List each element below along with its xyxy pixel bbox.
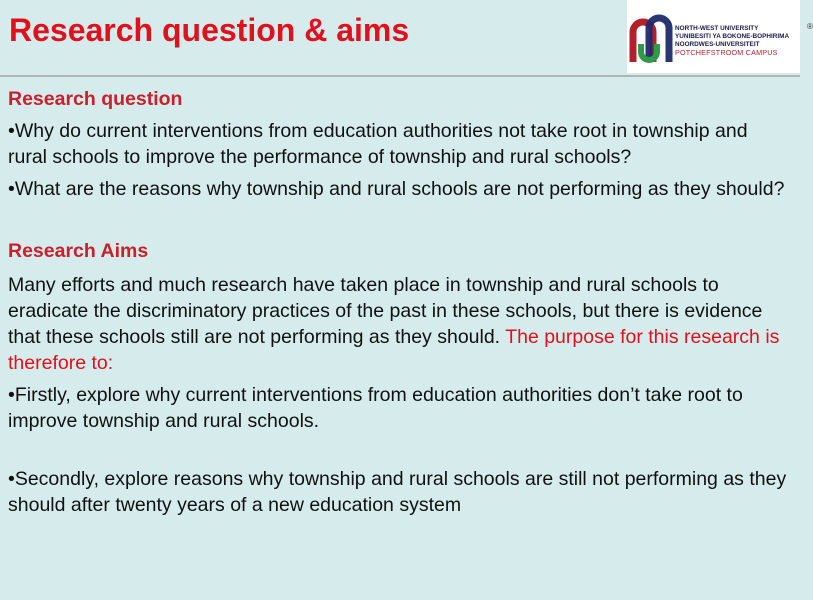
slide-header bbox=[0, 0, 813, 76]
registered-mark: ® bbox=[807, 22, 813, 31]
logo-line-3: NOORDWES-UNIVERSITEIT bbox=[675, 41, 760, 48]
aims-intro: Many efforts and much research have taken place in township and rural schools to eradicate the discriminatory practices of the past in these schools, but there is evidence that these schools still are not performing as they should. bbox=[8, 274, 763, 348]
aims-bullet-2: •Secondly, explore reasons why township and rural schools are still not performing as they should after twenty years of a new education system bbox=[8, 468, 787, 516]
question-bullet-2: •What are the reasons why township and rural schools are not performing as they should? bbox=[8, 178, 785, 200]
slide-body bbox=[8, 86, 788, 518]
aims-purpose: The purpose for this research is therefore to: bbox=[8, 326, 780, 374]
research-question-heading: Research question bbox=[8, 88, 183, 110]
logo-campus: POTCHEFSTROOM CAMPUS bbox=[675, 48, 778, 57]
aims-paragraph bbox=[8, 272, 788, 376]
aims-bullet-1: •Firstly, explore why current interventions from education authorities don’t take root to improve township and rural schools. bbox=[8, 384, 743, 432]
nwu-logo-icon bbox=[629, 14, 673, 64]
logo-line-2: YUNIBESITI YA BOKONE-BOPHIRIMA bbox=[675, 33, 790, 40]
research-aims-heading: Research Aims bbox=[8, 240, 149, 262]
logo-text bbox=[675, 25, 789, 57]
university-logo bbox=[627, 0, 813, 73]
question-bullet-1: •Why do current interventions from education authorities not take root in township and rural schools to improve the performance of township and rural schools? bbox=[8, 120, 748, 168]
header-divider bbox=[0, 75, 800, 77]
logo-line-1: NORTH-WEST UNIVERSITY bbox=[675, 25, 759, 32]
slide-title: Research question & aims bbox=[9, 12, 410, 48]
